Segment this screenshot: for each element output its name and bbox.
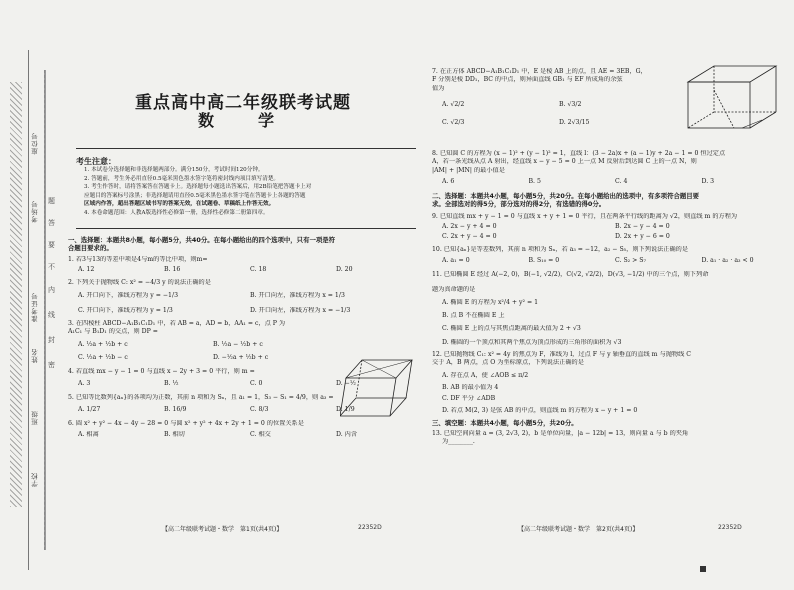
question-stem-cont: A，若一条光线从点 A 射出，经直线 x − y − 5 = 0 上一点 M 反射后到达圆 C 上的一点 N，则 xyxy=(432,158,697,166)
seal-line xyxy=(44,70,46,550)
section-heading-cont: 求。全部选对的得5分，部分选对的得2分，有选错的得0分。 xyxy=(432,200,606,209)
option: D. 若点 M(2, 3) 是弦 AB 的中点，则直线 m 的方程为 x − y + 1 = 0 xyxy=(442,406,638,414)
seal-char: 答 xyxy=(48,219,55,227)
option: B. √3/2 xyxy=(559,100,582,108)
section-heading: 三、填空题：本题共4小题，每小题5分，共20分。 xyxy=(432,418,578,427)
question-options xyxy=(78,354,348,362)
question-stem: 7. 在正方体 ABCD−A₁B₁C₁D₁ 中，E 是棱 AB 上的点，且 AE = 3EB，G， xyxy=(432,68,647,75)
page-1 xyxy=(62,0,424,590)
option: B. S₁₀ = 0 xyxy=(528,256,560,264)
option: A. √2/2 xyxy=(442,100,465,108)
scan-mark xyxy=(700,566,706,572)
notice-item: 2. 答题前，考生务必用直径0.5毫米黑色墨水签字笔将密封线内项目填写清楚。 xyxy=(84,175,280,182)
option: C. ½a + ½b − c xyxy=(78,353,128,361)
option: C. 椭圆 E 上的点与其焦点距离的最大值为 2 + √3 xyxy=(442,325,581,333)
exam-title: 重点高中高二年级联考试题 xyxy=(135,93,351,113)
seal-char: 不 xyxy=(48,263,55,271)
question-options xyxy=(442,233,788,241)
option: D. 1/9 xyxy=(336,406,355,414)
exam-subject: 数 学 xyxy=(197,111,288,130)
label-school: 学校 xyxy=(31,472,39,487)
option: D. 2√3/15 xyxy=(559,119,590,127)
question-stem: 3. 在四棱柱 ABCD−A₁B₁C₁D₁ 中，若 AB = a，AD = b，AA₁ = c，点 P 为 xyxy=(68,320,286,328)
option: D. 开口向左，准线方程为 x = −1/3 xyxy=(250,306,351,314)
label-room-number: 考场号 xyxy=(31,200,39,223)
divider xyxy=(76,148,416,149)
option: B. 5 xyxy=(528,177,541,185)
question-stem: 10. 已知{aₙ}是等差数列，其前 n 项和为 Sₙ，若 a₃ = −12，a₂ − S₅，则下列说法正确的是 xyxy=(432,245,689,253)
question-stem: 8. 已知圆 C 的方程为 (x − 1)² + (y − 1)² = 1，直线 l：(3 − 2a)x + (a − 1)y + 2a − 1 = 0 恒过定点 xyxy=(432,150,726,157)
section-heading-cont: 合题目要求的。 xyxy=(68,244,113,253)
binding-line xyxy=(28,50,29,570)
option: C. DF 平分 ∠ADB xyxy=(442,395,496,403)
option: B. 点 B 不在椭圆 E 上 xyxy=(442,312,505,320)
option: B. 2x − y − 4 = 0 xyxy=(615,223,670,231)
question-7 xyxy=(432,68,676,127)
option: A. 1/27 xyxy=(78,406,101,414)
option: A. 开口向下，准线方程为 y = −1/3 xyxy=(78,292,178,300)
seal-char: 密 xyxy=(48,361,55,369)
option: C. 开口向下，准线方程为 y = 1/3 xyxy=(78,306,173,314)
question-options xyxy=(442,178,788,186)
option: C. 相交 xyxy=(250,430,271,438)
notice-list xyxy=(84,166,414,218)
binding-strip xyxy=(0,0,55,590)
label-ticket-number: 准考证号 xyxy=(31,292,39,322)
notice-heading: 考生注意： xyxy=(76,157,116,166)
option: C. 0 xyxy=(250,379,263,387)
option: A. 相离 xyxy=(78,430,99,438)
question-stem: 9. 已知直线 mx + y − 1 = 0 与直线 x + y + 1 = 0 平行，且在两条平行线的距离为 √2，则直线 m 的方程为 xyxy=(432,212,738,220)
label-name: 姓名 xyxy=(31,348,39,363)
option: A. 存在点 A，使 ∠AOB ≤ π/2 xyxy=(442,371,529,379)
option: C. 4 xyxy=(615,177,628,185)
option: A. 椭圆 E 的方程为 x²/4 + y² = 1 xyxy=(442,298,539,306)
section-heading: 一、选择题：本题共8小题，每小题5分，共40分。在每小题给出的四个选项中，只有一项是符 xyxy=(68,236,336,244)
seal-char: 封 xyxy=(48,336,55,344)
label-class: 班级 xyxy=(31,410,39,425)
option: B. ½a − ½b + c xyxy=(213,340,263,348)
notice-item: 应题目的答案标号涂黑；非选择题请用直径0.5毫米黑色墨水签字笔在答题卡上各题的答题 xyxy=(84,192,306,199)
question-options xyxy=(78,266,422,274)
page-footer: 【高二年级联考试题・数学 第1页(共4页)】 xyxy=(162,526,283,533)
notice-item: 3. 考生作答时，请将答案答在答题卡上。选择题每小题选出答案后，用2B铅笔把答题卡上对 xyxy=(84,184,312,191)
question-options xyxy=(442,101,676,109)
option: D. 3 xyxy=(701,177,715,185)
option: A. a₁ = 0 xyxy=(442,256,470,264)
page-footer: 【高二年级联考试题・数学 第2页(共4页)】 xyxy=(518,526,639,533)
seal-char: 题 xyxy=(48,197,55,205)
notice-item: 4. 本卷命题范围：人教A版选择性必修第一册，选择性必修第二册第四章。 xyxy=(84,209,269,216)
option: C. 8/3 xyxy=(250,406,269,414)
question-stem-cont: |AM| + |MN| 的最小值是 xyxy=(432,166,505,174)
binding-hatch xyxy=(10,82,22,507)
question-stem-cont: 交于 A，B 两点，点 O 为坐标原点，下列说法正确的是 xyxy=(432,359,584,367)
option: A. 2x − y + 4 = 0 xyxy=(442,223,497,231)
question-stem-cont: 值为 xyxy=(432,84,445,92)
option: D. 2x + y − 6 = 0 xyxy=(615,233,670,241)
question-stem: 6. 圆 x² + y² − 4x − 4y − 28 = 0 与圆 x² + y² + 4x + 2y + 1 = 0 的位置关系是 xyxy=(68,420,304,428)
option: B. 开口向左，准线方程为 x = 1/3 xyxy=(250,292,345,300)
option: D. 椭圆的一个顶点和其两个焦点为顶点形成的三角形的面积为 √3 xyxy=(442,338,622,346)
option: A. 3 xyxy=(78,379,91,387)
question-options xyxy=(78,431,422,439)
cube-figure xyxy=(682,60,782,134)
option: D. a₁ · a₂ · a₃ < 0 xyxy=(701,256,754,264)
question-stem: 2. 下列关于抛物线 C: x² = −4/3 y 的说法正确的是 xyxy=(68,279,211,287)
divider xyxy=(76,228,416,229)
page-code: 22352D xyxy=(718,524,742,531)
question-stem-cont: A₁C₁ 与 B₁D₁ 的交点，则 DP = xyxy=(68,328,158,336)
notice-item: 1. 本试卷分选择题和非选择题两部分。满分150分，考试时间120分钟。 xyxy=(84,167,264,173)
question-stem: 5. 已知等比数列{aₙ}的各项均为正数，其前 n 项和为 Sₙ，且 a₁ = 1，S₃ − S₁ = 4/9，则 a₃ = xyxy=(68,393,334,401)
page-2 xyxy=(432,0,790,590)
option: C. S₂ > S₇ xyxy=(615,256,647,264)
option: C. √2/3 xyxy=(442,119,465,127)
option: B. 16/9 xyxy=(164,406,187,414)
question-options xyxy=(442,257,788,265)
question-stem-cont: 题为真命题的是 xyxy=(432,285,476,293)
option: A. 12 xyxy=(78,265,95,273)
notice-item: 区域内作答，超出答题区域书写的答案无效，在试题卷、草稿纸上作答无效。 xyxy=(84,201,275,208)
question-stem: 13. 已知空间向量 a = (3, 2√3, 2)，b 是单位向量，|a − 12b| = 13，则向量 a 与 b 的夹角 xyxy=(432,430,689,438)
question-stem-cont: 为________. xyxy=(442,438,475,446)
question-options xyxy=(78,307,422,315)
question-stem: 4. 若直线 mx − y − 1 = 0 与直线 x − 2y + 3 = 0 平行，则 m = xyxy=(68,368,255,376)
prism-figure xyxy=(340,352,418,424)
question-stem: 11. 已知椭圆 E 经过 A(−2, 0)，B(−1, √2/2)，C(√2, √2/2)，D(√3, −1/2) 中的三个点，则下列命 xyxy=(432,271,709,279)
questions-right xyxy=(432,150,788,447)
option: B. ½ xyxy=(164,379,179,387)
question-options xyxy=(78,292,422,300)
question-stem: 12. 已知抛物线 C₁: x² = 4y 的焦点为 F，准线为 l，过点 F 与 y 轴垂直的直线 m 与抛物线 C xyxy=(432,351,691,359)
seal-char: 内 xyxy=(48,286,55,294)
option: B. 16 xyxy=(164,265,181,273)
option: C. 2x + y − 4 = 0 xyxy=(442,233,497,241)
label-seat-number: 座位号 xyxy=(31,132,39,155)
question-stem: 1. 若3与13的等差中项是4与m的等比中项，则m= xyxy=(68,255,208,263)
option: C. 18 xyxy=(250,265,267,273)
seal-char: 线 xyxy=(48,311,55,319)
question-options xyxy=(442,223,788,231)
seal-char: 要 xyxy=(48,241,55,249)
question-stem-cont: F 分别是棱 DD₁，BC 的中点，则异面直线 GB₁ 与 EF 所成角的余弦 xyxy=(432,76,623,84)
question-options xyxy=(442,119,676,127)
option: A. ½a + ½b + c xyxy=(78,340,128,348)
option: A. 6 xyxy=(442,177,455,185)
question-options xyxy=(78,341,348,349)
option: B. 相切 xyxy=(164,430,185,438)
page-code: 22352D xyxy=(358,524,382,531)
option: B. AB 的最小值为 4 xyxy=(442,383,499,391)
option: D. −½a + ½b + c xyxy=(213,353,269,361)
option: D. −½ xyxy=(336,379,356,387)
option: D. 内含 xyxy=(336,430,358,438)
section-heading: 二、选择题：本题共4小题，每小题5分，共20分。在每小题给出的选项中，有多项符合题目要 xyxy=(432,192,700,201)
option: D. 20 xyxy=(336,265,353,273)
